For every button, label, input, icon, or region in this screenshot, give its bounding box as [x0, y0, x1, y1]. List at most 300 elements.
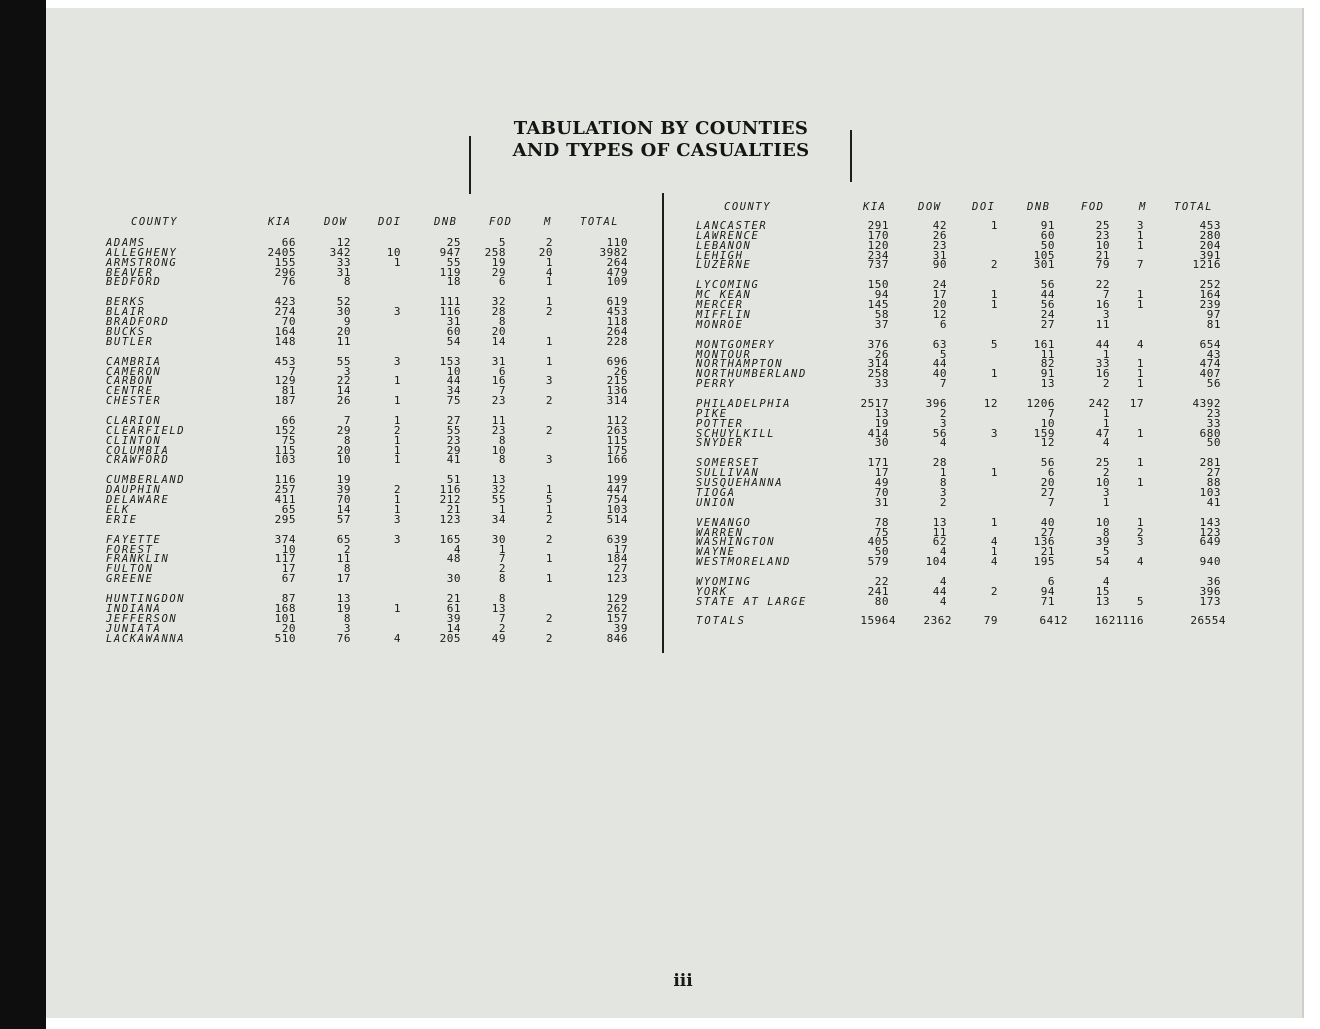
total-dnb-value: 6412: [1039, 614, 1068, 627]
dnb-value: 50: [1040, 238, 1055, 252]
m-value: 1: [545, 572, 553, 586]
dow-value: 4: [939, 436, 947, 450]
m-value: 3: [545, 453, 553, 467]
dnb-value: 165: [439, 532, 461, 546]
county-name: SNYDER: [696, 437, 744, 450]
dnb-value: 56: [1040, 278, 1055, 292]
county-name: LYCOMING: [696, 279, 760, 292]
table-row: [106, 416, 666, 426]
kia-value: 26: [874, 347, 889, 361]
table-row: [106, 364, 666, 378]
dnb-value: 161: [1033, 337, 1055, 351]
fod-value: 16: [1095, 367, 1110, 381]
document-page: [46, 8, 1304, 1018]
dow-value: 8: [343, 562, 351, 576]
total-value: 36: [1206, 575, 1221, 589]
county-name: CUMBERLAND: [106, 474, 186, 487]
m-value: 1: [545, 255, 553, 269]
dnb-value: 301: [1033, 258, 1055, 272]
county-name: ELK: [106, 503, 130, 516]
kia-value: 94: [874, 288, 889, 302]
dow-value: 6: [939, 317, 947, 331]
table-row: [696, 300, 1256, 310]
dow-value: 2: [939, 495, 947, 509]
fod-value: 11: [491, 414, 506, 428]
dnb-value: 195: [1033, 555, 1055, 569]
county-name: WARREN: [696, 526, 744, 539]
dnb-value: 23: [446, 433, 461, 447]
doi-value: 1: [393, 414, 401, 428]
kia-value: 145: [867, 298, 889, 312]
kia-value: 2405: [267, 245, 296, 259]
fod-value: 16: [1095, 298, 1110, 312]
dow-value: 44: [932, 357, 947, 371]
fod-value: 29: [491, 265, 506, 279]
dow-value: 55: [336, 354, 351, 368]
dnb-value: 1206: [1026, 397, 1055, 411]
dnb-value: 21: [1040, 545, 1055, 559]
total-value: 940: [1199, 555, 1221, 569]
fod-value: 23: [491, 394, 506, 408]
county-name: MONTOUR: [696, 348, 752, 361]
county-name: CLEARFIELD: [106, 424, 186, 437]
m-value: 1: [1136, 377, 1144, 391]
fod-value: 14: [491, 334, 506, 348]
doi-value: 1: [393, 502, 401, 516]
table-row: [106, 334, 666, 348]
county-name: FOREST: [106, 543, 154, 556]
dow-value: 2: [939, 406, 947, 420]
total-value: 396: [1199, 584, 1221, 598]
doi-value: 3: [393, 305, 401, 319]
dow-value: 396: [925, 397, 947, 411]
table-row: [696, 399, 1256, 409]
fod-value: 7: [498, 384, 506, 398]
m-value: 1: [545, 295, 553, 309]
right-header-fod: FOD: [1081, 201, 1105, 213]
total-value: 184: [606, 552, 628, 566]
table-row: [106, 502, 666, 516]
kia-value: 75: [874, 525, 889, 539]
title-right-rule: [850, 130, 852, 182]
left-header-dow: DOW: [324, 216, 348, 228]
dnb-value: 41: [446, 453, 461, 467]
dow-value: 3: [343, 621, 351, 635]
county-name: PHILADELPHIA: [696, 398, 792, 411]
fod-value: 28: [491, 305, 506, 319]
total-value: 262: [606, 601, 628, 615]
total-value: 97: [1206, 307, 1221, 321]
table-row: [696, 406, 1256, 420]
dnb-value: 30: [446, 572, 461, 586]
dnb-value: 27: [1040, 525, 1055, 539]
table-row: [106, 542, 666, 556]
dnb-value: 20: [1040, 476, 1055, 490]
dnb-value: 39: [446, 611, 461, 625]
fod-value: 1: [498, 542, 506, 556]
doi-value: 3: [393, 512, 401, 526]
kia-value: 117: [274, 552, 296, 566]
m-value: 1: [1136, 228, 1144, 242]
total-value: 39: [613, 621, 628, 635]
dow-value: 11: [932, 525, 947, 539]
fod-value: 8: [498, 453, 506, 467]
total-value: 17: [613, 542, 628, 556]
fod-value: 22: [1095, 278, 1110, 292]
doi-value: 1: [990, 466, 998, 480]
total-m-value: 116: [1122, 614, 1144, 627]
doi-value: 1: [990, 515, 998, 529]
fod-value: 1: [1102, 347, 1110, 361]
dnb-value: 56: [1040, 298, 1055, 312]
dnb-value: 6: [1047, 466, 1055, 480]
kia-value: 295: [274, 512, 296, 526]
dnb-value: 14: [446, 621, 461, 635]
fod-value: 4: [1102, 436, 1110, 450]
fod-value: 13: [491, 601, 506, 615]
county-name: POTTER: [696, 417, 744, 430]
fod-value: 44: [1095, 337, 1110, 351]
kia-value: 258: [867, 367, 889, 381]
right-header-doi: DOI: [972, 201, 996, 213]
doi-value: 3: [393, 354, 401, 368]
fod-value: 8: [1102, 525, 1110, 539]
table-row: [696, 525, 1256, 539]
right-header-m: M: [1139, 201, 1147, 213]
fod-value: 11: [1095, 317, 1110, 331]
kia-value: 241: [867, 584, 889, 598]
total-value: 175: [606, 443, 628, 457]
m-value: 20: [538, 245, 553, 259]
table-row: [106, 485, 666, 495]
fod-value: 8: [498, 433, 506, 447]
table-row: [696, 495, 1256, 509]
doi-value: 1: [393, 493, 401, 507]
kia-value: 164: [274, 324, 296, 338]
kia-value: 187: [274, 394, 296, 408]
right-header-total: TOTAL: [1174, 201, 1214, 213]
dnb-value: 21: [446, 502, 461, 516]
dnb-value: 29: [446, 443, 461, 457]
totals-row: [696, 616, 1256, 626]
doi-value: 1: [393, 601, 401, 615]
dow-value: 8: [343, 275, 351, 289]
m-value: 1: [1136, 456, 1144, 470]
total-value: 514: [606, 512, 628, 526]
fod-value: 23: [491, 423, 506, 437]
county-name: LACKAWANNA: [106, 632, 186, 645]
dow-value: 39: [336, 483, 351, 497]
county-name: LUZERNE: [696, 259, 752, 272]
total-value: 264: [606, 255, 628, 269]
county-name: TIOGA: [696, 486, 736, 499]
kia-value: 376: [867, 337, 889, 351]
table-row: [106, 611, 666, 625]
m-value: 1: [545, 275, 553, 289]
county-name: BLAIR: [106, 306, 146, 319]
m-value: 1: [545, 483, 553, 497]
dnb-value: 105: [1033, 248, 1055, 262]
fod-value: 242: [1088, 397, 1110, 411]
dnb-value: 27: [1040, 317, 1055, 331]
county-name: MC KEAN: [696, 289, 752, 302]
county-name: VENANGO: [696, 516, 752, 529]
fod-value: 1: [1102, 416, 1110, 430]
table-row: [106, 386, 666, 396]
county-name: JEFFERSON: [106, 612, 178, 625]
dnb-value: 31: [446, 315, 461, 329]
table-row: [106, 455, 666, 465]
dow-value: 14: [336, 384, 351, 398]
dow-value: 13: [932, 515, 947, 529]
dnb-value: 55: [446, 423, 461, 437]
county-name: GREENE: [106, 573, 154, 586]
fod-value: 5: [498, 236, 506, 249]
table-row: [106, 631, 666, 645]
dow-value: 14: [336, 502, 351, 516]
doi-value: 10: [386, 245, 401, 259]
county-name: ADAMS: [106, 237, 146, 249]
total-value: 129: [606, 592, 628, 606]
doi-value: 1: [393, 394, 401, 408]
table-row: [696, 228, 1256, 242]
kia-value: 374: [274, 532, 296, 546]
total-value: 136: [606, 384, 628, 398]
dow-value: 22: [336, 374, 351, 388]
dnb-value: 82: [1040, 357, 1055, 371]
kia-value: 274: [274, 305, 296, 319]
table-row: [106, 255, 666, 269]
dow-value: 19: [336, 601, 351, 615]
dow-value: 26: [336, 394, 351, 408]
county-name: CHESTER: [106, 395, 162, 408]
m-value: 5: [545, 493, 553, 507]
right-header-dnb: DNB: [1027, 201, 1051, 213]
county-name: BERKS: [106, 296, 146, 309]
dow-value: 13: [336, 592, 351, 606]
dnb-value: 56: [1040, 456, 1055, 470]
total-value: 103: [606, 502, 628, 516]
county-name: LEBANON: [696, 239, 752, 252]
dow-value: 76: [336, 631, 351, 645]
county-name: PERRY: [696, 378, 736, 391]
m-value: 17: [1129, 397, 1144, 411]
table-row: [696, 416, 1256, 430]
kia-value: 120: [867, 238, 889, 252]
fod-value: 79: [1095, 258, 1110, 272]
dow-value: 31: [336, 265, 351, 279]
right-header-dow: DOW: [918, 201, 942, 213]
dow-value: 11: [336, 552, 351, 566]
total-value: 23: [1206, 406, 1221, 420]
m-value: 4: [1136, 555, 1144, 569]
dnb-value: 44: [1040, 288, 1055, 302]
dnb-value: 34: [446, 384, 461, 398]
dow-value: 20: [336, 443, 351, 457]
fod-value: 32: [491, 295, 506, 309]
table-row: [696, 238, 1256, 252]
m-value: 1: [545, 552, 553, 566]
kia-value: 234: [867, 248, 889, 262]
county-name: CRAWFORD: [106, 454, 170, 467]
county-name: JUNIATA: [106, 622, 162, 635]
table-row: [106, 277, 666, 287]
total-value: 110: [606, 236, 628, 249]
doi-value: 1: [990, 545, 998, 559]
dow-value: 20: [932, 298, 947, 312]
fod-value: 2: [1102, 466, 1110, 480]
kia-value: 66: [281, 236, 296, 249]
kia-value: 510: [274, 631, 296, 645]
title-line-2: AND TYPES OF CASUALTIES: [512, 140, 810, 161]
fod-value: 8: [498, 572, 506, 586]
table-row: [106, 532, 666, 546]
doi-value: 2: [393, 423, 401, 437]
fod-value: 7: [498, 611, 506, 625]
total-value: 115: [606, 433, 628, 447]
total-value: 252: [1199, 278, 1221, 292]
dnb-value: 6: [1047, 575, 1055, 589]
county-name: SOMERSET: [696, 457, 760, 470]
table-row: [106, 396, 666, 406]
doi-value: 1: [990, 298, 998, 312]
total-value: 639: [606, 532, 628, 546]
county-name: SCHUYLKILL: [696, 427, 776, 440]
kia-value: 30: [874, 436, 889, 450]
total-value: 173: [1199, 594, 1221, 608]
table-row: [696, 280, 1256, 290]
dow-value: 30: [336, 305, 351, 319]
county-name: LEHIGH: [696, 249, 744, 262]
dow-value: 31: [932, 248, 947, 262]
kia-value: 80: [874, 594, 889, 608]
total-value: 281: [1199, 456, 1221, 470]
total-value: 264: [606, 324, 628, 338]
total-value: 696: [606, 354, 628, 368]
kia-value: 13: [874, 406, 889, 420]
title-left-rule: [469, 136, 471, 194]
kia-value: 171: [867, 456, 889, 470]
table-row: [106, 594, 666, 604]
fod-value: 7: [1102, 288, 1110, 302]
kia-value: 150: [867, 278, 889, 292]
table-row: [106, 297, 666, 307]
kia-value: 170: [867, 228, 889, 242]
kia-value: 168: [274, 601, 296, 615]
total-value: 280: [1199, 228, 1221, 242]
table-row: [106, 317, 666, 327]
county-name: CLINTON: [106, 434, 162, 447]
table-row: [106, 601, 666, 615]
m-value: 1: [1136, 238, 1144, 252]
m-value: 1: [545, 354, 553, 368]
doi-value: 1: [393, 374, 401, 388]
left-header-total: TOTAL: [580, 216, 620, 228]
kia-value: 148: [274, 334, 296, 348]
dow-value: 12: [932, 307, 947, 321]
dow-value: 17: [336, 572, 351, 586]
kia-value: 66: [281, 414, 296, 428]
county-name: ALLEGHENY: [106, 246, 178, 259]
dow-value: 44: [932, 584, 947, 598]
kia-value: 453: [274, 354, 296, 368]
kia-value: 103: [274, 453, 296, 467]
total-value: 56: [1206, 377, 1221, 391]
left-header-county: COUNTY: [131, 216, 178, 228]
county-name: INDIANA: [106, 602, 162, 615]
county-name: LANCASTER: [696, 220, 768, 232]
total-value: 109: [606, 275, 628, 289]
dnb-value: 116: [439, 483, 461, 497]
total-value: 479: [606, 265, 628, 279]
dnb-value: 71: [1040, 594, 1055, 608]
dnb-value: 18: [446, 275, 461, 289]
total-kia-value: 15964: [860, 614, 896, 627]
county-name: MIFFLIN: [696, 308, 752, 321]
total-value: 3982: [599, 245, 628, 259]
total-value: 123: [606, 572, 628, 586]
table-row: [106, 475, 666, 485]
dow-value: 3: [939, 485, 947, 499]
dnb-value: 75: [446, 394, 461, 408]
table-row: [696, 337, 1256, 351]
county-name: BRADFORD: [106, 316, 170, 329]
kia-value: 19: [874, 416, 889, 430]
table-row: [106, 238, 666, 248]
dnb-value: 40: [1040, 515, 1055, 529]
dow-value: 12: [336, 236, 351, 249]
fod-value: 3: [1102, 485, 1110, 499]
table-row: [696, 369, 1256, 379]
dnb-value: 7: [1047, 495, 1055, 509]
m-value: 2: [1136, 525, 1144, 539]
dnb-value: 153: [439, 354, 461, 368]
kia-value: 76: [281, 275, 296, 289]
dow-value: 1: [939, 466, 947, 480]
m-value: 2: [545, 394, 553, 408]
m-value: 3: [1136, 535, 1144, 549]
dnb-value: 7: [1047, 406, 1055, 420]
total-value: 27: [613, 562, 628, 576]
dow-value: 4: [939, 545, 947, 559]
kia-value: 67: [281, 572, 296, 586]
doi-value: 1: [393, 433, 401, 447]
kia-value: 296: [274, 265, 296, 279]
county-name: FRANKLIN: [106, 553, 170, 566]
dnb-value: 119: [439, 265, 461, 279]
total-value: 649: [1199, 535, 1221, 549]
county-name: WAYNE: [696, 546, 736, 559]
dow-value: 40: [932, 367, 947, 381]
county-name: NORTHUMBERLAND: [696, 368, 807, 381]
fod-value: 33: [1095, 357, 1110, 371]
table-row: [106, 433, 666, 447]
total-value: 228: [606, 334, 628, 348]
county-name: CLARION: [106, 415, 162, 428]
m-value: 1: [1136, 288, 1144, 302]
county-name: BEDFORD: [106, 276, 162, 289]
kia-value: 65: [281, 502, 296, 516]
dow-value: 42: [932, 219, 947, 232]
dnb-value: 25: [446, 236, 461, 249]
table-row: [696, 307, 1256, 321]
scanner-edge-strip: [0, 0, 46, 1029]
county-name: BEAVER: [106, 266, 154, 279]
total-value: 143: [1199, 515, 1221, 529]
fod-value: 5: [1102, 545, 1110, 559]
kia-value: 31: [874, 495, 889, 509]
dow-value: 5: [939, 347, 947, 361]
